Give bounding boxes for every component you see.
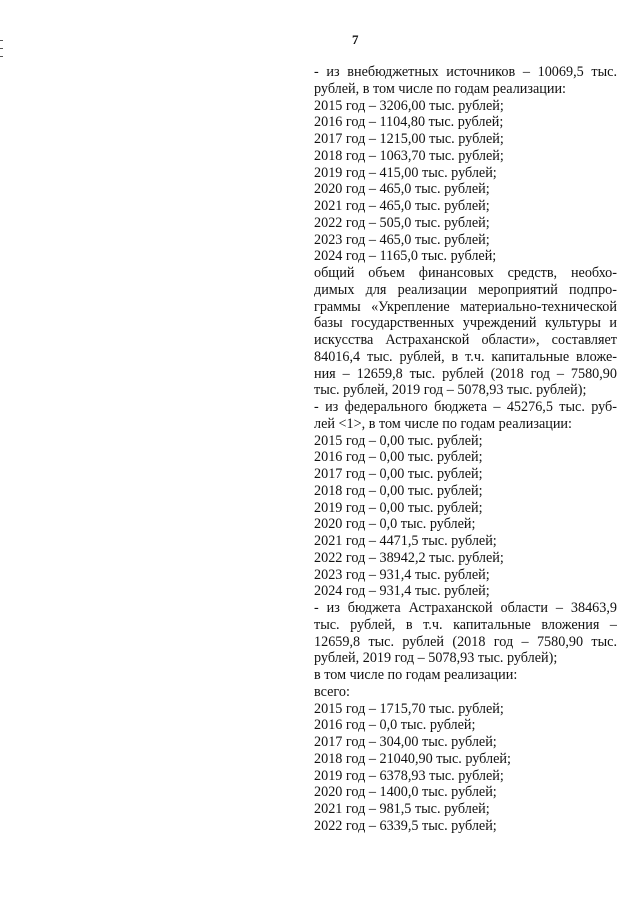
- text-line: 2016 год – 0,00 тыс. рублей;: [314, 449, 483, 466]
- text-line: рублей, в том числе по годам реализации:: [314, 80, 566, 97]
- text-line: - из внебюджетных источников – 10069,5 тыс.: [314, 64, 617, 80]
- text-line: 2020 год – 465,0 тыс. рублей;: [314, 181, 490, 198]
- text-line: 2015 год – 3206,00 тыс. рублей;: [314, 97, 504, 114]
- text-line: 2023 год – 465,0 тыс. рублей;: [314, 231, 490, 248]
- text-line: общий объем финансовых средств, необхо-: [314, 265, 617, 281]
- text-line: 84016,4 тыс. рублей, в т.ч. капитальные вложе-: [314, 348, 617, 365]
- text-line: 2015 год – 1715,70 тыс. рублей;: [314, 700, 504, 717]
- text-line: 2021 год – 981,5 тыс. рублей;: [314, 801, 490, 817]
- text-line: граммы «Укрепление материально-технической: [314, 298, 617, 315]
- text-line: 2017 год – 304,00 тыс. рублей;: [314, 734, 497, 750]
- text-line: 2020 год – 1400,0 тыс. рублей;: [314, 784, 497, 801]
- text-line: 2016 год – 0,0 тыс. рублей;: [314, 717, 476, 734]
- text-line: 2015 год – 0,00 тыс. рублей;: [314, 432, 483, 449]
- text-line: 12659,8 тыс. рублей (2018 год – 7580,90 тыс.: [314, 633, 617, 650]
- text-line: 2024 год – 1165,0 тыс. рублей;: [314, 248, 497, 265]
- text-line: 2019 год – 6378,93 тыс. рублей;: [314, 767, 504, 784]
- text-line: 2018 год – 0,00 тыс. рублей;: [314, 482, 483, 499]
- text-line: 2023 год – 931,4 тыс. рублей;: [314, 566, 490, 583]
- page-number: 7: [352, 32, 359, 47]
- text-line: рублей, 2019 год – 5078,93 тыс. рублей);: [314, 650, 558, 667]
- text-line: лей <1>, в том числе по годам реализации:: [314, 415, 572, 432]
- text-line: 2016 год – 1104,80 тыс. рублей;: [314, 114, 504, 131]
- text-line: тыс. рублей, 2019 год – 5078,93 тыс. рублей);: [314, 382, 587, 399]
- scan-edge-mark: [0, 48, 3, 49]
- text-line: ния – 12659,8 тыс. рублей (2018 год – 7580,90: [314, 365, 617, 382]
- text-line: 2021 год – 4471,5 тыс. рублей;: [314, 533, 497, 549]
- text-line: тыс. рублей, в т.ч. капитальные вложения –: [314, 616, 617, 633]
- text-line: 2020 год – 0,0 тыс. рублей;: [314, 516, 476, 533]
- text-line: 2018 год – 21040,90 тыс. рублей;: [314, 750, 511, 767]
- text-line: 2018 год – 1063,70 тыс. рублей;: [314, 147, 504, 164]
- text-line: 2022 год – 505,0 тыс. рублей;: [314, 214, 490, 231]
- text-line: 2021 год – 465,0 тыс. рублей;: [314, 198, 490, 214]
- text-column: [314, 64, 617, 835]
- text-line: в том числе по годам реализации:: [314, 667, 518, 683]
- text-line: 2017 год – 1215,00 тыс. рублей;: [314, 131, 504, 147]
- text-line: всего:: [314, 683, 350, 700]
- text-line: базы государственных учреждений культуры и: [314, 315, 617, 332]
- text-line: димых для реализации мероприятий подпро-: [314, 281, 617, 298]
- scan-edge-mark: [0, 40, 3, 41]
- text-line: 2019 год – 415,00 тыс. рублей;: [314, 164, 497, 181]
- text-line: искусства Астраханской области», составляет: [314, 332, 617, 348]
- text-line: 2024 год – 931,4 тыс. рублей;: [314, 583, 490, 600]
- text-line: - из федерального бюджета – 45276,5 тыс. руб-: [314, 399, 617, 415]
- text-line: - из бюджета Астраханской области – 38463,9: [314, 600, 617, 616]
- scan-edge-mark: [0, 56, 3, 57]
- text-line: 2017 год – 0,00 тыс. рублей;: [314, 466, 483, 482]
- text-line: 2022 год – 6339,5 тыс. рублей;: [314, 817, 497, 834]
- text-line: 2019 год – 0,00 тыс. рублей;: [314, 499, 483, 516]
- text-line: 2022 год – 38942,2 тыс. рублей;: [314, 549, 504, 566]
